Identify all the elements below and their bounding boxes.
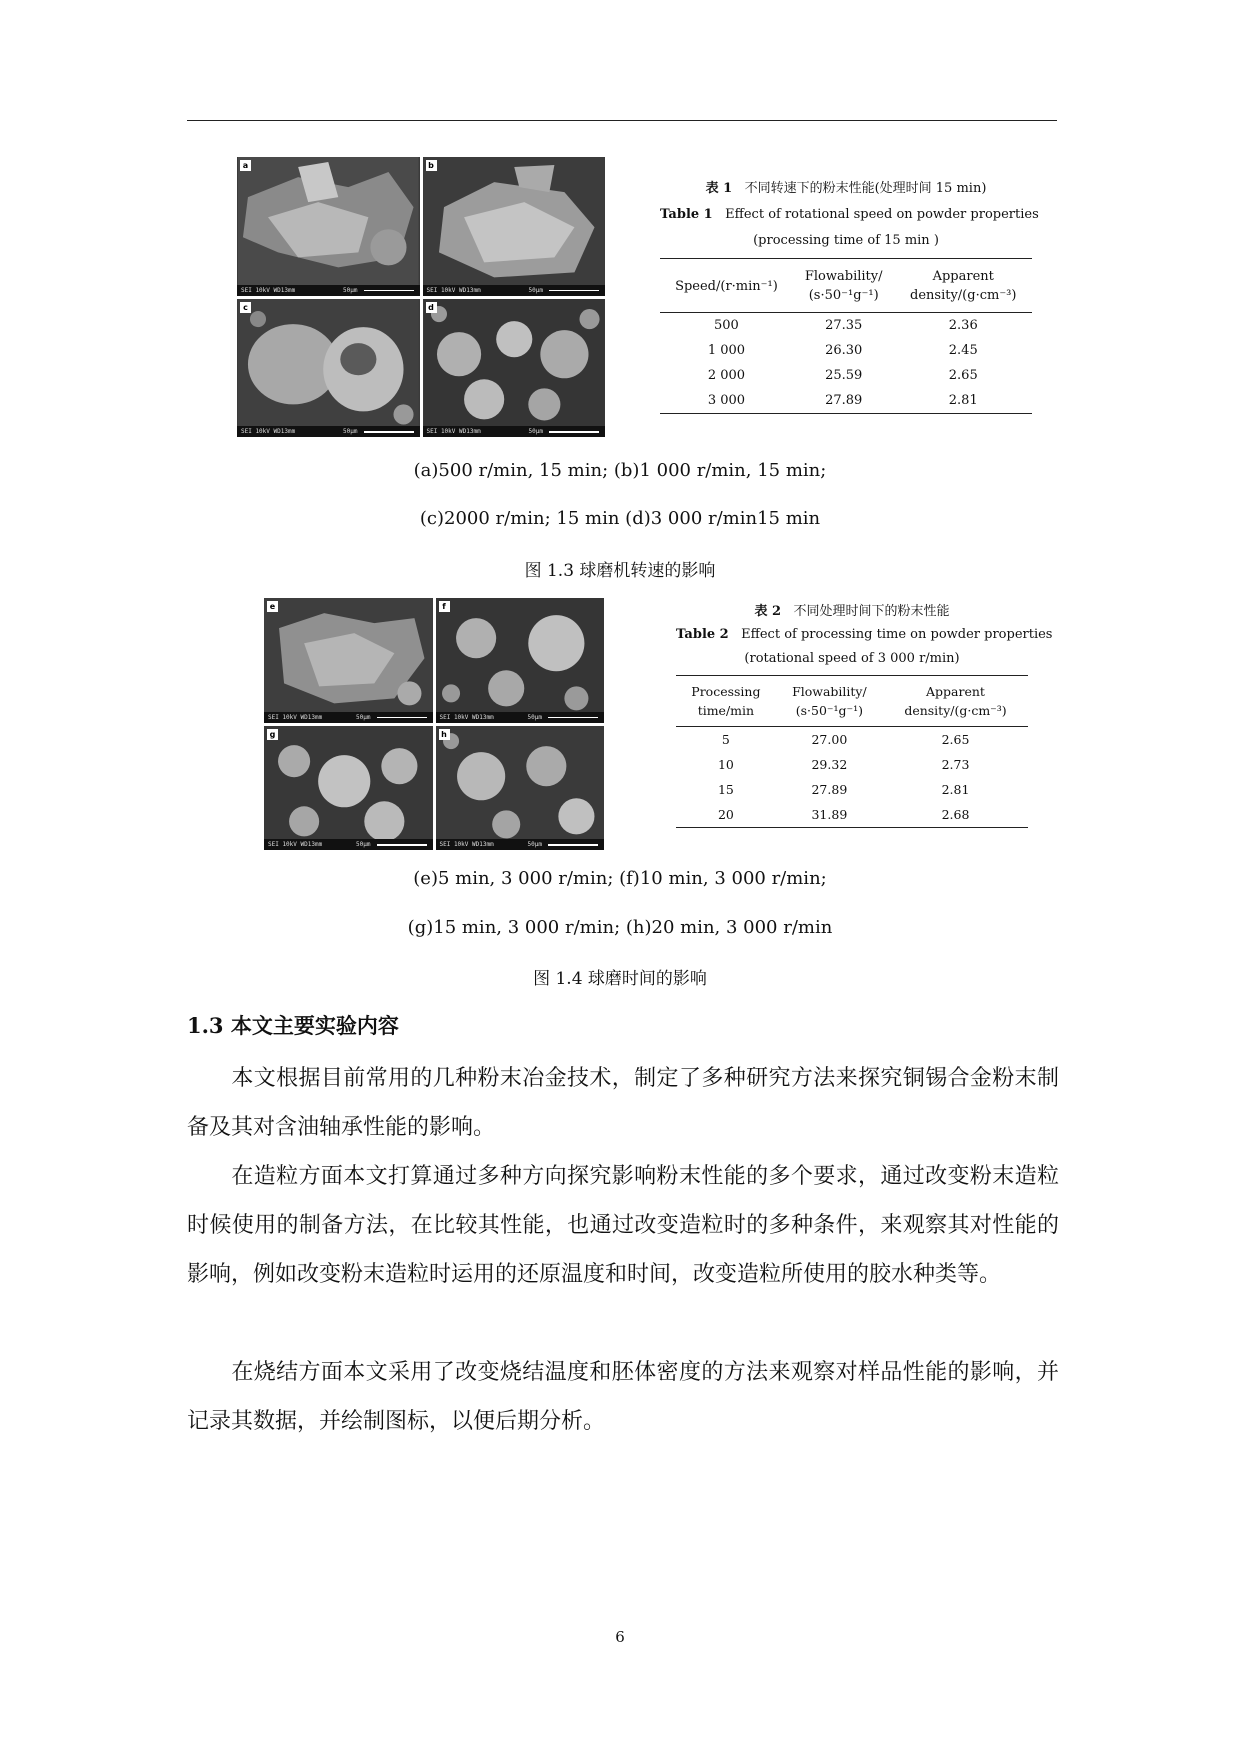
scale-bar: SEI 10kV WD13mm 50μm (264, 839, 433, 850)
paragraph-3: 在烧结方面本文采用了改变烧结温度和胚体密度的方法来观察对样品性能的影响，并记录其数据，并绘制图标，以便后期分析。 (187, 1360, 1059, 1434)
page-number: 6 (615, 1628, 625, 1646)
table-1-grid (660, 258, 1032, 414)
panel-tag: h (439, 729, 450, 740)
sem-panel-e (264, 598, 433, 723)
table-header: Flowability/ (s·50⁻¹g⁻¹) (776, 676, 883, 727)
header-rule (187, 120, 1057, 121)
figure-1-4-subcaption-1: (e)5 min, 3 000 r/min; (f)10 min, 3 000 r/min; (413, 868, 827, 889)
table-header: Speed/(r·min⁻¹) (660, 259, 793, 313)
table-2-grid (676, 675, 1028, 828)
table-row: 10 29.32 2.73 (717, 757, 970, 772)
sem-image-e (264, 598, 433, 723)
scale-bar: SEI 10kV WD13mm 50μm (264, 712, 433, 723)
section-heading: 1.3 本文主要实验内容 (187, 1013, 399, 1038)
sem-panel-h (436, 726, 605, 851)
table-row: 3 000 27.89 2.81 (660, 388, 1032, 414)
panel-tag: a (240, 160, 251, 171)
sem-panel-c (237, 299, 420, 438)
panel-tag: c (240, 302, 251, 313)
scale-bar: SEI 10kV WD13mm 50μm (436, 839, 605, 850)
sem-image-b (423, 157, 606, 296)
paragraph-2: 在造粒方面本文打算通过多种方向探究影响粉末性能的多个要求，通过改变粉末造粒时候使用的制备方法，在比较其性能，也通过改变造粒时的多种条件，来观察其对性能的影响，例如改变粉末造粒时运用的还原温度和时间，改变造粒所使用的胶水种类等。 (187, 1164, 1059, 1287)
table-header: Processing time/min (676, 676, 776, 727)
sem-panel-f (436, 598, 605, 723)
table-1-caption-en: Table 1 Effect of rotational speed on powder properties (660, 207, 1039, 222)
sem-image-f (436, 598, 605, 723)
sem-panel-g (264, 726, 433, 851)
panel-tag: b (426, 160, 437, 171)
panel-tag: f (439, 601, 450, 612)
sem-image-a (237, 157, 420, 296)
sem-image-c (237, 299, 420, 438)
table-2-caption-en-2: (rotational speed of 3 000 r/min) (744, 651, 960, 666)
figure-1-3-subcaption-2: (c)2000 r/min; 15 min (d)3 000 r/min15 min (419, 508, 821, 529)
scale-bar: SEI 10kV WD13mm 50μm (237, 426, 420, 437)
scale-bar: SEI 10kV WD13mm 50μm (436, 712, 605, 723)
table-row: 20 31.89 2.68 (676, 802, 1028, 828)
table-2-caption-cn: 表 2 不同处理时间下的粉末性能 (754, 604, 950, 619)
scale-bar: SEI 10kV WD13mm 50μm (237, 285, 420, 296)
table-2 (676, 601, 1053, 828)
scale-bar: SEI 10kV WD13mm 50μm (423, 285, 606, 296)
table-row: 2 000 25.59 2.65 (707, 368, 978, 383)
table-1-caption-en-2: (processing time of 15 min ) (753, 233, 939, 248)
sem-image-g (264, 726, 433, 851)
table-1-caption-cn: 表 1 不同转速下的粉末性能(处理时间 15 min) (705, 181, 987, 196)
figure-1-4-subcaption-2: (g)15 min, 3 000 r/min; (h)20 min, 3 000 r/min (407, 917, 833, 938)
table-row: 15 27.89 2.81 (717, 782, 970, 797)
sem-figure-1-4 (264, 598, 604, 850)
paragraph-1: 本文根据目前常用的几种粉末冶金技术，制定了多种研究方法来探究铜锡合金粉末制备及其对含油轴承性能的影响。 (187, 1066, 1059, 1140)
panel-tag: g (267, 729, 278, 740)
table-1 (660, 176, 1039, 414)
table-row: 500 27.35 2.36 (714, 318, 978, 333)
panel-tag: d (426, 302, 437, 313)
sem-panel-a (237, 157, 420, 296)
sem-figure-1-3 (237, 157, 605, 437)
scale-bar: SEI 10kV WD13mm 50μm (423, 426, 606, 437)
sem-panel-d (423, 299, 606, 438)
table-header: Flowability/ (s·50⁻¹g⁻¹) (793, 259, 895, 313)
table-row: 1 000 26.30 2.45 (707, 343, 978, 358)
table-header: Apparent density/(g·cm⁻³) (895, 259, 1033, 313)
sem-image-d (423, 299, 606, 438)
table-2-caption-en: Table 2 Effect of processing time on powder properties (676, 627, 1053, 642)
figure-1-3-caption: 图 1.3 球磨机转速的影响 (524, 561, 716, 581)
sem-image-h (436, 726, 605, 851)
figure-1-4-caption: 图 1.4 球磨时间的影响 (533, 969, 707, 989)
sem-panel-b (423, 157, 606, 296)
table-header: Apparent density/(g·cm⁻³) (883, 676, 1028, 727)
panel-tag: e (267, 601, 278, 612)
figure-1-3-subcaption-1: (a)500 r/min, 15 min; (b)1 000 r/min, 15 min; (413, 460, 827, 481)
table-row: 5 27.00 2.65 (721, 732, 970, 747)
